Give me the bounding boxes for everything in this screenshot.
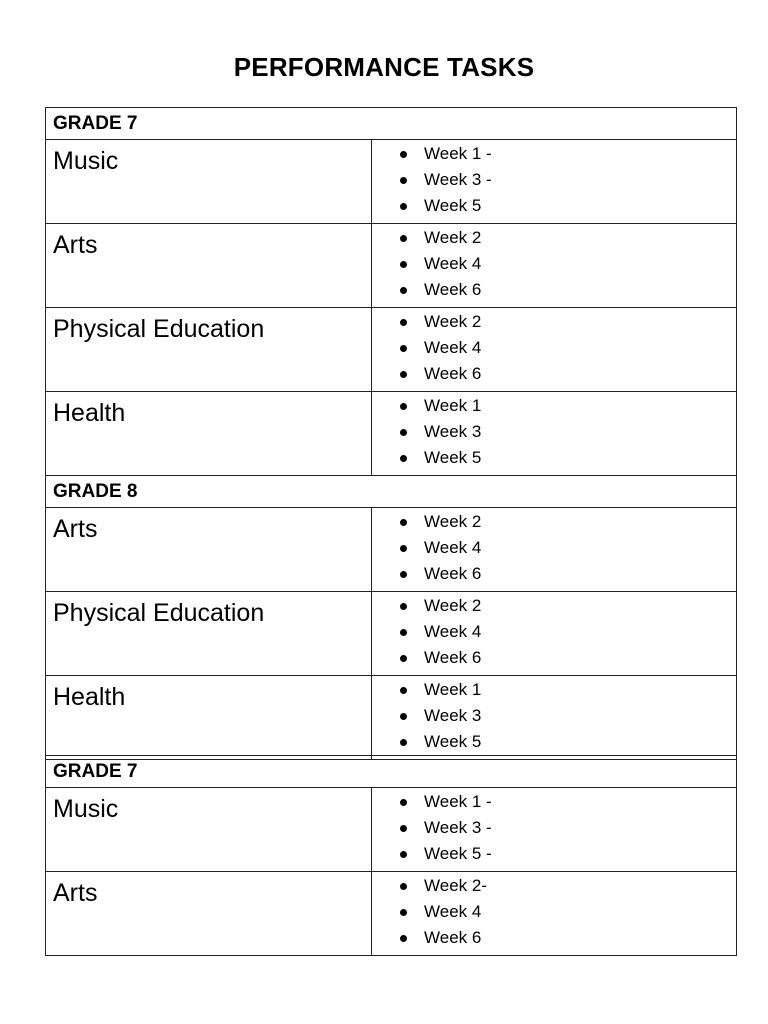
grade-heading: GRADE 8 — [46, 476, 737, 508]
bullet-icon — [400, 799, 407, 806]
week-item — [372, 645, 736, 671]
bullet-icon — [400, 151, 407, 158]
week-label: Week 5 - — [424, 844, 492, 863]
performance-tasks-table — [45, 755, 737, 956]
week-label: Week 5 — [424, 448, 482, 467]
subject-name: Arts — [46, 872, 372, 956]
week-label: Week 6 — [424, 564, 482, 583]
table-row — [46, 224, 737, 308]
page-title: PERFORMANCE TASKS — [233, 52, 535, 82]
weeks-cell — [372, 392, 737, 476]
bullet-icon — [400, 261, 407, 268]
weeks-cell — [372, 140, 737, 224]
week-label: Week 3 - — [424, 818, 492, 837]
week-label: Week 5 — [424, 732, 482, 751]
bullet-icon — [400, 545, 407, 552]
week-label: Week 2 — [424, 596, 482, 615]
table-row — [46, 392, 737, 476]
week-label: Week 4 — [424, 254, 482, 273]
weeks-list — [372, 140, 736, 219]
week-label: Week 2 — [424, 512, 482, 531]
week-label: Week 6 — [424, 364, 482, 383]
bullet-icon — [400, 519, 407, 526]
week-item — [372, 815, 736, 841]
weeks-cell — [372, 508, 737, 592]
week-item — [372, 393, 736, 419]
week-item — [372, 509, 736, 535]
weeks-cell — [372, 788, 737, 872]
week-item — [372, 899, 736, 925]
weeks-list — [372, 872, 736, 951]
weeks-list — [372, 392, 736, 471]
week-label: Week 4 — [424, 902, 482, 921]
week-label: Week 1 - — [424, 792, 492, 811]
week-item — [372, 619, 736, 645]
week-item — [372, 729, 736, 755]
subject-name: Music — [46, 140, 372, 224]
grade-header-row — [46, 108, 737, 140]
bullet-icon — [400, 403, 407, 410]
bullet-icon — [400, 287, 407, 294]
subject-name: Health — [46, 676, 372, 760]
week-item — [372, 593, 736, 619]
week-item — [372, 361, 736, 387]
week-label: Week 1 — [424, 680, 482, 699]
weeks-list — [372, 676, 736, 755]
week-label: Week 3 - — [424, 170, 492, 189]
bullet-icon — [400, 935, 407, 942]
week-item — [372, 841, 736, 867]
week-item — [372, 677, 736, 703]
week-item — [372, 873, 736, 899]
subject-name: Health — [46, 392, 372, 476]
bullet-icon — [400, 909, 407, 916]
week-label: Week 2- — [424, 876, 487, 895]
bullet-icon — [400, 571, 407, 578]
performance-tasks-table — [45, 107, 737, 760]
week-label: Week 4 — [424, 622, 482, 641]
table-row — [46, 788, 737, 872]
bullet-icon — [400, 429, 407, 436]
week-label: Week 5 — [424, 196, 482, 215]
week-item — [372, 277, 736, 303]
week-item — [372, 225, 736, 251]
grade-heading: GRADE 7 — [46, 108, 737, 140]
weeks-list — [372, 308, 736, 387]
grade-header-row — [46, 476, 737, 508]
week-item — [372, 251, 736, 277]
weeks-list — [372, 788, 736, 867]
bullet-icon — [400, 319, 407, 326]
subject-name: Arts — [46, 224, 372, 308]
bullet-icon — [400, 713, 407, 720]
table-row — [46, 872, 737, 956]
table-row — [46, 508, 737, 592]
week-label: Week 6 — [424, 280, 482, 299]
bullet-icon — [400, 883, 407, 890]
bullet-icon — [400, 825, 407, 832]
week-label: Week 2 — [424, 312, 482, 331]
bullet-icon — [400, 455, 407, 462]
table-row — [46, 676, 737, 760]
week-item — [372, 561, 736, 587]
bullet-icon — [400, 739, 407, 746]
weeks-cell — [372, 224, 737, 308]
bullet-icon — [400, 655, 407, 662]
week-label: Week 1 — [424, 396, 482, 415]
week-item — [372, 309, 736, 335]
grade-heading: GRADE 7 — [46, 756, 737, 788]
weeks-cell — [372, 592, 737, 676]
bullet-icon — [400, 371, 407, 378]
subject-name: Physical Education — [46, 308, 372, 392]
week-label: Week 4 — [424, 338, 482, 357]
week-item — [372, 703, 736, 729]
week-item — [372, 419, 736, 445]
weeks-list — [372, 224, 736, 303]
bullet-icon — [400, 687, 407, 694]
subject-name: Music — [46, 788, 372, 872]
bullet-icon — [400, 345, 407, 352]
week-label: Week 2 — [424, 228, 482, 247]
weeks-cell — [372, 872, 737, 956]
table-row — [46, 592, 737, 676]
week-label: Week 1 - — [424, 144, 492, 163]
table-row — [46, 308, 737, 392]
weeks-list — [372, 508, 736, 587]
grade-header-row — [46, 756, 737, 788]
week-label: Week 6 — [424, 928, 482, 947]
subject-name: Arts — [46, 508, 372, 592]
week-item — [372, 193, 736, 219]
weeks-list — [372, 592, 736, 671]
subject-name: Physical Education — [46, 592, 372, 676]
week-item — [372, 535, 736, 561]
bullet-icon — [400, 203, 407, 210]
week-item — [372, 167, 736, 193]
week-label: Week 4 — [424, 538, 482, 557]
weeks-cell — [372, 308, 737, 392]
weeks-cell — [372, 676, 737, 760]
bullet-icon — [400, 603, 407, 610]
week-item — [372, 789, 736, 815]
week-label: Week 6 — [424, 648, 482, 667]
bullet-icon — [400, 235, 407, 242]
week-item — [372, 445, 736, 471]
table-row — [46, 140, 737, 224]
week-item — [372, 335, 736, 361]
bullet-icon — [400, 629, 407, 636]
week-label: Week 3 — [424, 706, 482, 725]
week-item — [372, 925, 736, 951]
week-item — [372, 141, 736, 167]
bullet-icon — [400, 177, 407, 184]
week-label: Week 3 — [424, 422, 482, 441]
bullet-icon — [400, 851, 407, 858]
